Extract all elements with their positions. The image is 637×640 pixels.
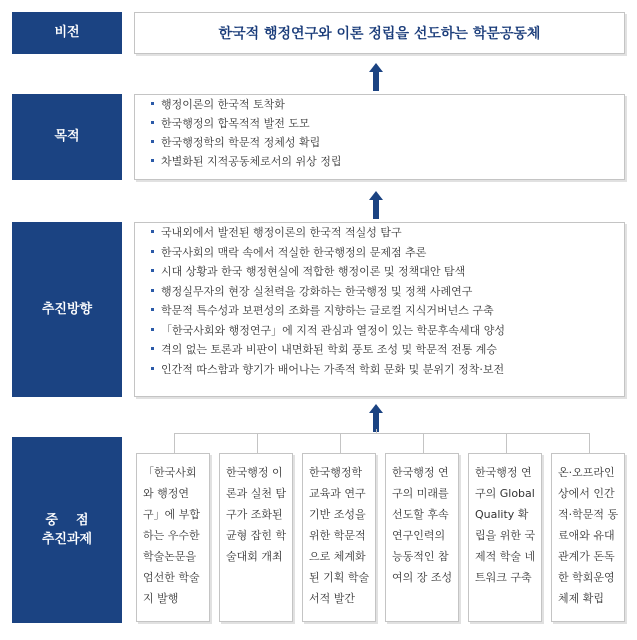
task-box: 온·오프라인 상에서 인간적·학문적 동료애와 유대관계가 돈독한 학회운영체제 확립 — [551, 453, 625, 622]
direction-item: 한국사회의 맥락 속에서 적실한 한국행정의 문제점 추론 — [135, 243, 624, 263]
tasks-label — [12, 437, 122, 623]
purpose-item: 행정이론의 한국적 토착화 — [135, 95, 624, 114]
connector-line — [174, 433, 175, 453]
connector-line — [376, 429, 377, 434]
direction-item: 학문적 특수성과 보편성의 조화를 지향하는 글로컬 지식거버넌스 구축 — [135, 301, 624, 321]
purpose-panel — [134, 94, 625, 180]
connector-line — [506, 433, 507, 453]
purpose-label — [12, 94, 122, 180]
direction-label — [12, 222, 122, 397]
vision-label-text: 비전 — [54, 25, 80, 41]
direction-item: 시대 상황과 한국 행정현실에 적합한 행정이론 및 정책대안 탐색 — [135, 262, 624, 282]
task-box: 한국행정 연구의 Global Quality 확립을 위한 국제적 학술 네트워크 구축 — [468, 453, 542, 622]
direction-item: 국내외에서 발전된 행정이론의 한국적 적실성 탐구 — [135, 223, 624, 243]
purpose-label-text: 목적 — [54, 129, 80, 145]
vision-label — [12, 12, 122, 54]
task-box: 한국행정 이론과 실천 탐구가 조화된 균형 잡힌 학술대회 개최 — [219, 453, 293, 622]
connector-line — [589, 433, 590, 453]
task-box: 「한국사회와 행정연구」에 부합하는 우수한 학술논문을 엄선한 학술지 발행 — [136, 453, 210, 622]
tasks-label-line1: 중 점 — [45, 512, 89, 528]
direction-item: 「한국사회와 행정연구」에 지적 관심과 열정이 있는 학문후속세대 양성 — [135, 321, 624, 341]
task-box: 한국행정 연구의 미래를 선도할 후속 연구인력의 능동적인 참여의 장 조성 — [385, 453, 459, 622]
vision-text: 한국적 행정연구와 이론 정립을 선도하는 학문공동체 — [218, 26, 541, 42]
arrow-up-icon — [369, 63, 383, 91]
purpose-item: 한국행정의 합목적적 발전 도모 — [135, 114, 624, 133]
arrow-up-icon — [369, 191, 383, 219]
connector-line — [257, 433, 258, 453]
direction-item: 행정실무자의 현장 실천력을 강화하는 한국행정 및 정책 사례연구 — [135, 282, 624, 302]
purpose-list — [135, 95, 624, 171]
direction-label-text: 추진방향 — [41, 301, 93, 317]
purpose-item: 차별화된 지적공동체로서의 위상 정립 — [135, 152, 624, 171]
direction-item: 격의 없는 토론과 비판이 내면화된 학회 풍토 조성 및 학문적 전통 계승 — [135, 340, 624, 360]
arrow-up-icon — [369, 404, 383, 432]
direction-item: 인간적 따스함과 향기가 배어나는 가족적 학회 문화 및 분위기 정착·보전 — [135, 360, 624, 380]
connector-line — [423, 433, 424, 453]
purpose-item: 한국행정학의 학문적 정체성 확립 — [135, 133, 624, 152]
connector-line — [174, 433, 589, 434]
vision-panel — [134, 12, 625, 54]
task-box: 한국행정학 교육과 연구 기반 조성을 위한 학문적으로 체계화된 기획 학술서적 발간 — [302, 453, 376, 622]
direction-panel — [134, 222, 625, 397]
direction-list — [135, 223, 624, 379]
tasks-label-line2: 추진과제 — [41, 532, 93, 547]
connector-line — [340, 433, 341, 453]
